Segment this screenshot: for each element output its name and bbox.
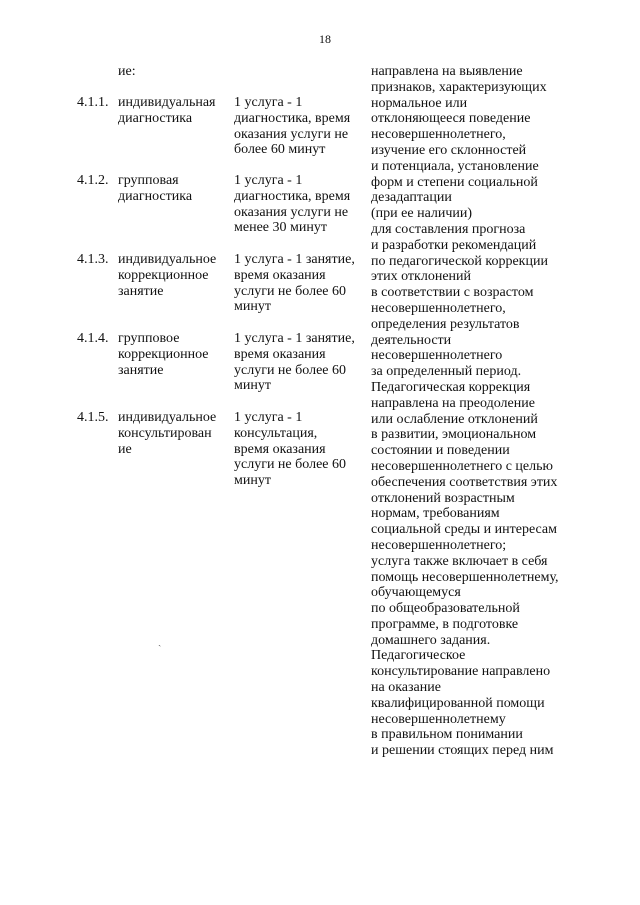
service-name: групповое коррекционное занятие	[118, 331, 209, 378]
service-name: групповая диагностика	[118, 173, 193, 204]
row-number: 4.1.3.	[77, 252, 109, 267]
service-unit: 1 услуга - 1 диагностика, время оказания услуги не более 60 минут	[234, 95, 351, 158]
continuation-text: ие:	[118, 64, 136, 79]
stray-mark: ˏ	[158, 636, 162, 647]
row-number: 4.1.5.	[77, 410, 109, 425]
service-unit: 1 услуга - 1 занятие, время оказания услуги не более 60 минут	[234, 331, 355, 394]
page-number: 18	[319, 32, 331, 46]
service-unit: 1 услуга - 1 консультация, время оказания услуги не более 60 минут	[234, 410, 346, 489]
service-unit: 1 услуга - 1 диагностика, время оказания услуги не менее 30 минут	[234, 173, 351, 236]
row-number: 4.1.2.	[77, 173, 109, 188]
service-name: индивидуальное консультирован ие	[118, 410, 217, 457]
row-number: 4.1.1.	[77, 95, 109, 110]
service-unit: 1 услуга - 1 занятие, время оказания услуги не более 60 минут	[234, 252, 355, 315]
service-description: направлена на выявление признаков, характеризующих нормальное или отклоняющееся поведение несовершеннолетнего, изучение его склонностей и потенциала, установление форм и степени социальной дезадаптации (при ее наличии) для составления прогноза и разработки рекомендаций по педагогической коррекции этих отклонений в соответствии с возрастом несовершеннолетнего, определения результатов деятельности несовершеннолетнего за определенный период. Педагогическая коррекция направлена на преодоление или ослабление отклонений в развитии, эмоциональном состоянии и поведении несовершеннолетнего с целью обеспечения соответствия этих отклонений возрастным нормам, требованиям социальной среды и интересам несовершеннолетнего; услуга также включает в себя помощь несовершеннолетнему, обучающемуся по общеобразовательной программе, в подготовке домашнего задания. Педагогическое консультирование направлено на оказание квалифицированной помощи несовершеннолетнему в правильном понимании и решении стоящих перед ним	[371, 64, 559, 759]
row-number: 4.1.4.	[77, 331, 109, 346]
service-name: индивидуальное коррекционное занятие	[118, 252, 217, 299]
service-name: индивидуальная диагностика	[118, 95, 216, 126]
